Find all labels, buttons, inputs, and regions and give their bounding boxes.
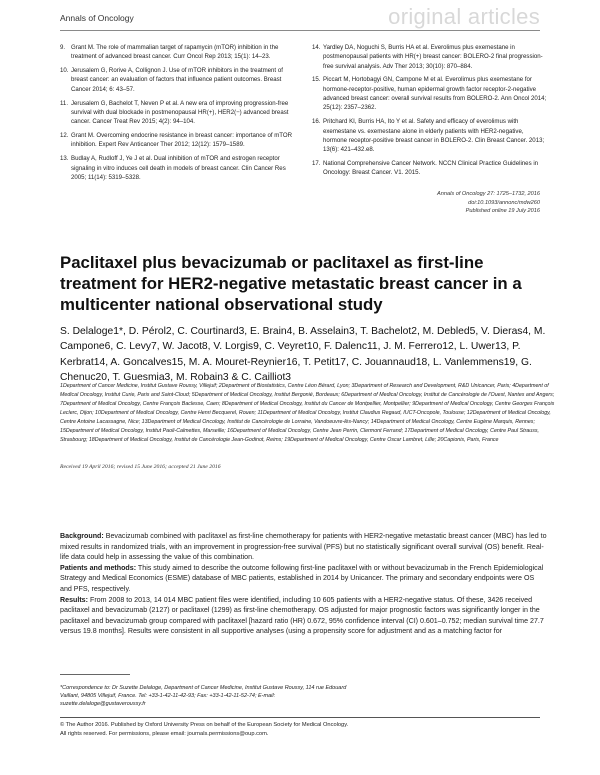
methods-text: This study aimed to describe the outcome following first-line paclitaxel with or without bevacizumab in the French Epidemiological Strategy and Medical Economics (ESME) database of MBC patients, established in 2014 by Unicancer. The primary and secondary endpoints were OS and PFS, respectively. [60,563,544,593]
author-list: S. Delaloge1*, D. Pérol2, C. Courtinard3, E. Brain4, B. Asselain3, T. Bachelot2, M. Debled5, V. Dieras4, M. Campone6, C. Levy7, W. Jacot8, V. Lorgis9, C. Veyret10, F. Dalenc11, J. M. Ferrero12, L. Uwer13, P. Kerbrat14, A. Goncalves15, M. A. Mouret-Reynier16, T. Petit17, C. Jouannaud18, L. Vanlemmens19, G. Chenuc20, T. Guesmia3, M. Robain3 & C. Cailliot3 [60,326,546,384]
references-right-column [312,43,547,182]
reference-item: 17. National Comprehensive Cancer Network. NCCN Clinical Practice Guidelines in Oncology: Breast Cancer. V1. 2015. [312,160,539,177]
article-meta [437,190,540,216]
reference-item: 9. Grant M. The role of mammalian target of rapamycin (mTOR) inhibition in the treatment of advanced breast cancer. Curr Oncol Rep 2013; 15(1): 14–23. [60,44,279,61]
published-date: Published online 19 July 2016 [465,208,540,214]
background-label: Background: [60,532,104,540]
doi-link[interactable]: doi:10.1093/annonc/mdw260 [468,199,540,206]
received-dates: Received 19 April 2016; revised 15 June 2016; accepted 21 June 2016 [60,464,221,470]
section-tag: original articles [388,4,540,29]
permissions-line: All rights reserved. For permissions, please email: journals.permissions@oup.com. [60,730,269,737]
results-text: From 2008 to 2013, 14 014 MBC patient files were identified, including 10 605 patients with a HER2-negative status. Of these, 3426 received paclitaxel and bevacizumab (2127) or paclitaxel (1299) as first-line chemotherapy. OS adjusted for major prognostic factors was significantly longer in the paclitaxel and bevacizumab group compared with paclitaxel [hazard ratio (HR) 0.672, 95% confidence interval (CI) 0.601–0.752; median survival time 27.7 versus 19.8 months]. Results were consistent in all supportive analyses (using a propensity score for adjustment and as a matching factor for [60,595,544,636]
reference-item: 13. Budlay A, Rudloff J, Ye J et al. Dual inhibition of mTOR and estrogen receptor signaling in vitro induces cell death in models of breast cancer. Clin Cancer Res 2005; 11(14): 5319–5328. [60,155,286,181]
article-title: Paclitaxel plus bevacizumab or paclitaxel as first-line treatment for HER2-negative metastatic breast cancer in a multicenter national observational study [60,253,522,314]
footer-divider [60,717,540,718]
footnote-divider [60,674,130,675]
copyright-line: © The Author 2016. Published by Oxford University Press on behalf of the European Society for Medical Oncology. [60,722,349,728]
abstract [60,531,548,637]
methods-label: Patients and methods: [60,563,137,572]
citation: Annals of Oncology 27: 1725–1732, 2016 [437,191,540,197]
journal-name: Annals of Oncology [60,13,134,23]
background-text: Bevacizumab combined with paclitaxel as first-line chemotherapy for patients with HER2-negative metastatic breast cancer (MBC) has led to mixed results in randomized trials, with an improvement in progression-free survival (PFS) but no statistically significant overall survival (OS) benefit. Real-life data could help in assessing the value of this combination. [60,532,547,562]
correspondence: *Correspondence to: Dr Suzette Delaloge, Department of Cancer Medicine, Institut Gustave Roussy, 114 rue Edouard Vaillant, 94805 Villejuif, France. Tel: +33-1-42-11-42-93; Fax: +33-1-42-11-52-74; E-mail: suzette.delaloge@gustaveroussy.fr [60,685,347,707]
header-divider [60,30,540,31]
references-left-column [60,43,294,187]
results-label: Results: [60,595,88,604]
reference-item: 14. Yardley DA, Noguchi S, Burris HA et al. Everolimus plus exemestane in postmenopausal patients with HR(+) breast cancer: BOLERO-2 final progression-free survival analysis. Adv Ther 2013; 30(10): 870–884. [312,44,543,70]
reference-item: 11. Jerusalem G, Bachelot T, Neven P et al. A new era of improving progression-free survival with dual blockade in postmenopausal HR(+), HER2(−) advanced breast cancer. Cancer Treat Rev 2015; 4(2): 94–104. [60,99,289,126]
copyright [60,721,348,739]
reference-item: 16. Pritchard KI, Burris HA, Ito Y et al. Safety and efficacy of everolimus with exemestane vs. exemestane alone in elderly patients with HER2-negative, hormone receptor-positive breast cancer in BOLERO-2. Clin Breast Cancer. 2013; 13(6): 421–432.e8. [312,118,545,154]
reference-item: 10. Jerusalem G, Rorive A, Collignon J. Use of mTOR inhibitors in the treatment of breast cancer: an evaluation of factors that influence patient outcomes. Breast Cancer 2014; 6: 43–57. [60,67,283,93]
reference-item: 12. Grant M. Overcoming endocrine resistance in breast cancer: importance of mTOR inhibition. Expert Rev Anticancer Ther 2012; 12(12): 1579–1589. [60,132,293,149]
affiliations: 1Department of Cancer Medicine, Institut Gustave Roussy, Villejuif; 2Department of Biostatistics, Centre Léon Bérard, Lyon; 3Department of Research and Development, R&D Unicancer, Paris; 4Department of Medical Oncology, Institut Curie, Paris and Saint-Cloud; 5Department of Medical Oncology, Institut Bergonié, Bordeaux; 6Department of Medical Oncology, Institut de Cancérologie de l'Ouest, Nantes and Angers; 7Department of Medical Oncology, Centre François Baclesse, Caen; 8Department of Medical Oncology, Institut du Cancer de Montpellier, Montpellier; 9Department of Medical Oncology, Centre Georges François Leclerc, Dijon; 10Department of Medical Oncology, Centre Henri Becquerel, Rouen; 11Department of Medical Oncology, Institut Claudius Regaud, IUCT-Oncopole, Toulouse; 12Department of Medical Oncology, Centre Antoine Lacassagne, Nice; 13Department of Medical Oncology, Institut de Cancérologie de Lorraine, Vandoeuvre-lès-Nancy; 14Department of Medical Oncology, Centre Eugène Marquis, Rennes; 15Department of Medical Oncology, Institut Paoli-Calmettes, Marseille; 16Department of Medical Oncology, Centre Jean Perrin, Clermont Ferrand; 17Department of Medical Oncology, Centre Paul Strauss, Strasbourg; 18Department of Medical Oncology, Institut de Cancérologie Jean-Godinot, Reims; 19Department of Medical Oncology, Centre Oscar Lambret, Lille; 20Capionis, Paris, France [60,383,555,443]
reference-item: 15. Piccart M, Hortobagyi GN, Campone M et al. Everolimus plus exemestane for hormone-receptor-positive, human epidermal growth factor receptor-2-negative advanced breast cancer: overall survival results from BOLERO-2. Ann Oncol 2014; 25(12): 2357–2362. [312,76,547,112]
